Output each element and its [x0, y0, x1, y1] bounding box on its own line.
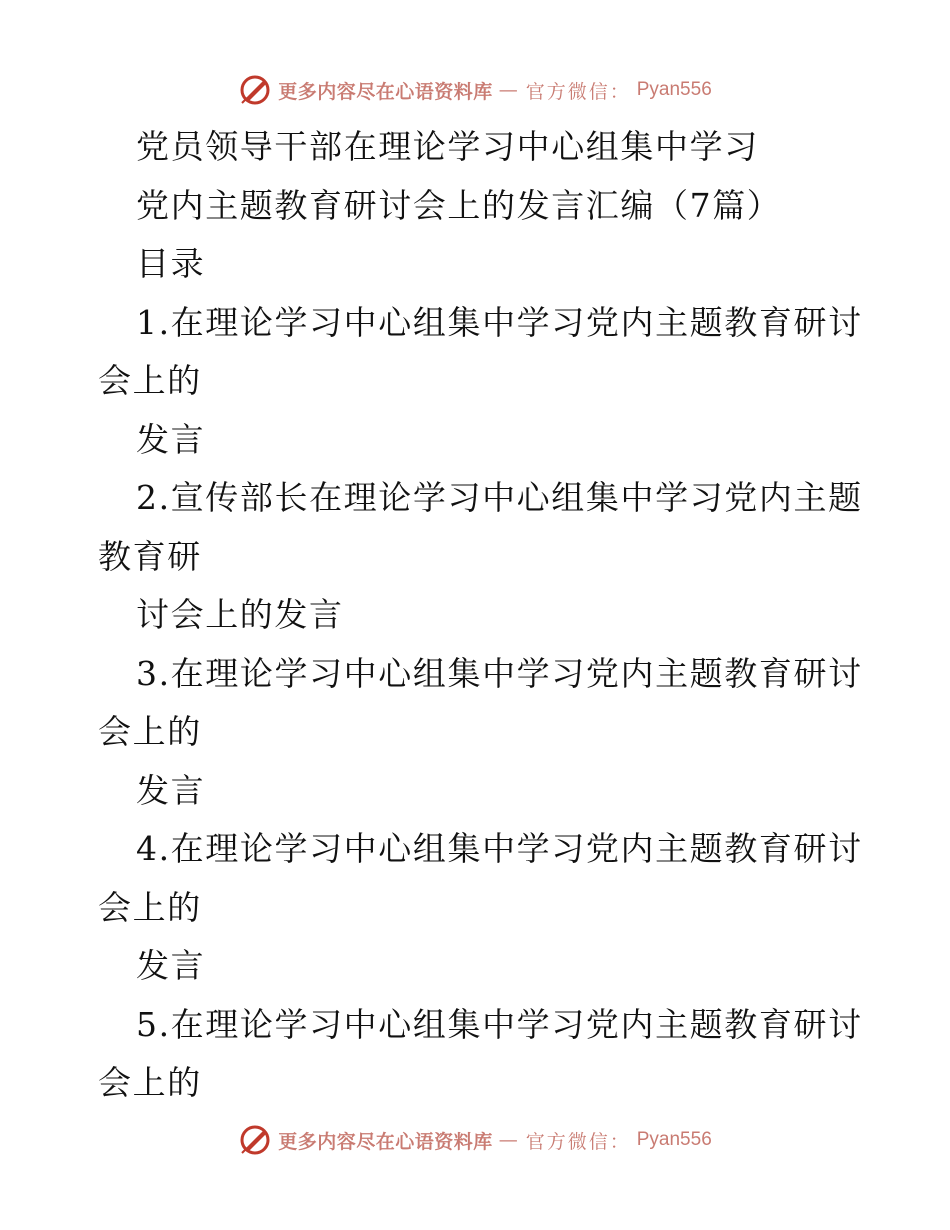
toc-line: 发言: [136, 946, 206, 985]
quill-pen-logo-icon: [238, 1123, 272, 1157]
watermark-site-text: 更多内容尽在心语资料库: [278, 80, 493, 103]
table-of-contents: [98, 294, 863, 1113]
header-watermark: [0, 70, 950, 110]
watermark-wechat-label: 官方微信：: [525, 80, 631, 103]
toc-heading: 目录: [136, 244, 206, 283]
watermark-site-text: 更多内容尽在心语资料库: [278, 1130, 493, 1153]
watermark-wechat-id: Pyan556: [636, 1129, 712, 1150]
toc-line: 3.在理论学习中心组集中学习党内主题教育研讨: [136, 653, 863, 693]
toc-line: 5.在理论学习中心组集中学习党内主题教育研讨: [136, 1004, 863, 1044]
toc-line: 会上的: [98, 712, 202, 751]
watermark-wechat-label: 官方微信：: [525, 1130, 631, 1153]
toc-line: 发言: [136, 419, 206, 459]
toc-line: 教育研: [98, 536, 202, 576]
toc-line: 1.在理论学习中心组集中学习党内主题教育研讨: [136, 302, 863, 342]
document-body: [98, 118, 863, 1113]
toc-line: 2.宣传部长在理论学习中心组集中学习党内主题: [136, 478, 863, 517]
toc-line: 4.在理论学习中心组集中学习党内主题教育研讨: [136, 829, 863, 868]
footer-watermark: [0, 1120, 950, 1160]
watermark-wechat-id: Pyan556: [636, 79, 712, 100]
watermark-dash: —: [498, 79, 520, 101]
toc-line: 讨会上的发言: [136, 595, 344, 634]
watermark-dash: —: [498, 1129, 520, 1151]
document-title-line-1: 党员领导干部在理论学习中心组集中学习: [136, 127, 759, 166]
quill-pen-logo-icon: [238, 73, 272, 107]
toc-line: 会上的: [98, 1063, 202, 1102]
document-title-line-2: 党内主题教育研讨会上的发言汇编（7篇）: [136, 185, 782, 225]
toc-line: 会上的: [98, 361, 202, 400]
toc-line: 发言: [136, 770, 206, 810]
toc-line: 会上的: [98, 887, 202, 927]
